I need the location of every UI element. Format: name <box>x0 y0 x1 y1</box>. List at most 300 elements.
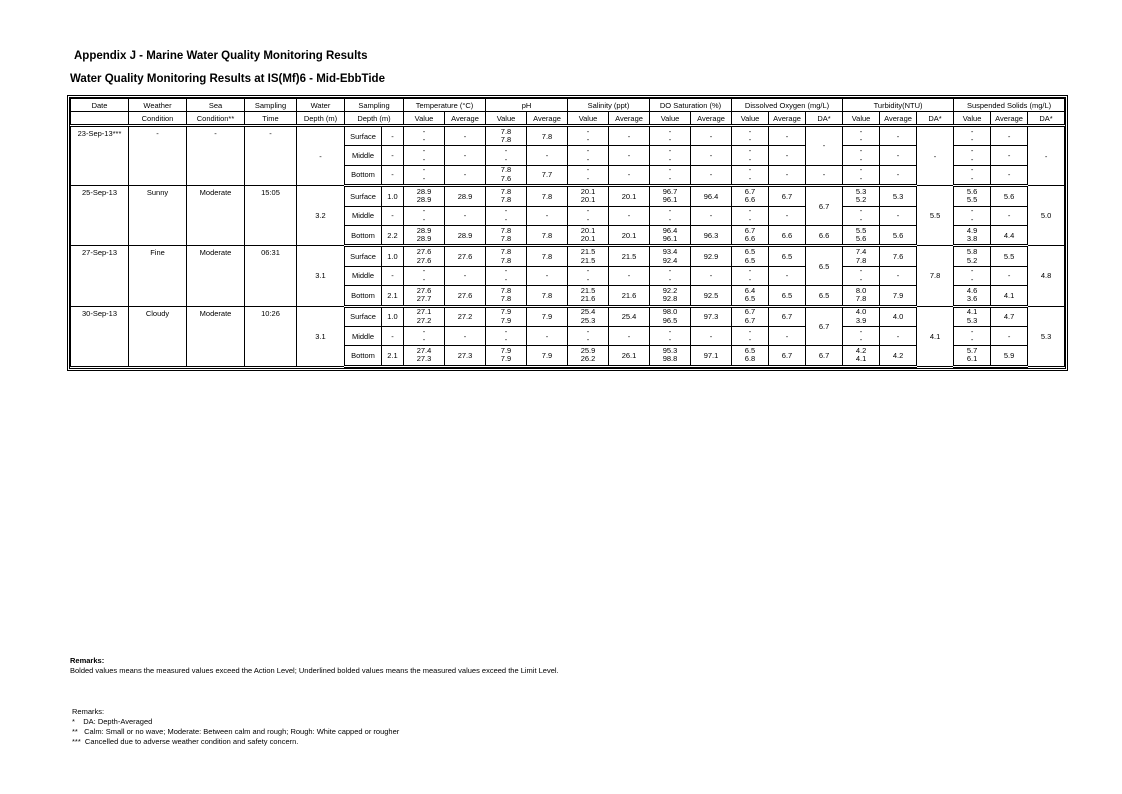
turbidity-value-cell-reading: - <box>859 335 863 345</box>
temperature-value-cell <box>404 146 445 165</box>
temperature-value-cell <box>404 346 445 366</box>
header-water-depth-sub: Depth (m) <box>297 112 345 126</box>
sampling-time-cell: 10:26 <box>245 306 297 366</box>
turbidity-value-cell <box>843 206 880 225</box>
suspended-solids-da-cell: 4.8 <box>1028 246 1065 306</box>
do-saturation-average-cell: - <box>691 146 732 165</box>
dissolved-oxygen-bottom-da-cell: 6.5 <box>806 286 843 306</box>
suspended-solids-value-cell <box>954 165 991 185</box>
dissolved-oxygen-value-cell <box>732 225 769 245</box>
sampling-depth-cell: - <box>382 326 404 345</box>
ph-average-cell: 7.8 <box>527 246 568 266</box>
turbidity-value-cell-reading: - <box>859 274 863 284</box>
temperature-average-cell: - <box>445 126 486 146</box>
header-sampling-time: Sampling <box>245 99 297 112</box>
suspended-solids-value-cell <box>954 186 991 206</box>
ph-value-cell <box>486 225 527 245</box>
ph-value-cell-reading: - <box>504 154 508 164</box>
temperature-value-cell <box>404 286 445 306</box>
do-saturation-value-cell-reading: - <box>668 326 672 336</box>
header-value: Value <box>650 112 691 126</box>
turbidity-value-cell-reading: - <box>859 135 863 145</box>
do-saturation-average-cell: 92.5 <box>691 286 732 306</box>
water-depth-cell: - <box>297 126 345 186</box>
ph-average-cell: 7.7 <box>527 165 568 185</box>
remarks-title: Remarks: <box>70 656 105 665</box>
page-heading: Appendix J - Marine Water Quality Monitoring Results <box>74 50 368 62</box>
suspended-solids-value-cell <box>954 246 991 266</box>
dissolved-oxygen-value-cell-reading: 6.5 <box>744 247 756 257</box>
header-temperature: Temperature (°C) <box>404 99 486 112</box>
turbidity-average-cell: 5.3 <box>880 186 917 206</box>
suspended-solids-value-cell-reading: - <box>970 135 974 145</box>
suspended-solids-average-cell: 4.1 <box>991 286 1028 306</box>
dissolved-oxygen-da-cell: 6.7 <box>806 306 843 346</box>
table-row <box>71 246 1065 266</box>
header-value: Value <box>486 112 527 126</box>
do-saturation-value-cell-reading: - <box>668 154 672 164</box>
ph-value-cell-reading: 7.8 <box>500 165 512 175</box>
salinity-value-cell-reading: - <box>586 335 590 345</box>
sampling-level-cell: Surface <box>345 126 382 146</box>
header-ph: pH <box>486 99 568 112</box>
suspended-solids-value-cell <box>954 225 991 245</box>
do-saturation-value-cell <box>650 225 691 245</box>
sea-condition-cell: - <box>187 126 245 186</box>
header-da: DA* <box>917 112 954 126</box>
suspended-solids-value-cell-reading: - <box>970 173 974 183</box>
turbidity-value-cell-reading: - <box>859 165 863 175</box>
header-value: Value <box>954 112 991 126</box>
header-average: Average <box>769 112 806 126</box>
ph-average-cell: 7.8 <box>527 186 568 206</box>
suspended-solids-value-cell <box>954 346 991 366</box>
suspended-solids-average-cell: - <box>991 126 1028 146</box>
temperature-value-cell-reading: 28.9 <box>416 186 432 196</box>
sampling-depth-cell: - <box>382 126 404 146</box>
suspended-solids-value-cell-reading: - <box>970 274 974 284</box>
results-table-body <box>71 126 1065 367</box>
do-saturation-value-cell-reading: 96.5 <box>662 315 678 325</box>
salinity-value-cell-reading: - <box>586 135 590 145</box>
dissolved-oxygen-average-cell: 6.6 <box>769 225 806 245</box>
ph-value-cell-reading: 7.8 <box>500 255 512 265</box>
ph-value-cell-reading: 7.9 <box>500 307 512 317</box>
do-saturation-average-cell: - <box>691 126 732 146</box>
turbidity-value-cell-reading: 7.4 <box>855 247 867 257</box>
ph-value-cell-reading: - <box>504 326 508 336</box>
temperature-average-cell: - <box>445 266 486 285</box>
dissolved-oxygen-value-cell <box>732 186 769 206</box>
salinity-value-cell <box>568 225 609 245</box>
turbidity-value-cell-reading: - <box>859 326 863 336</box>
temperature-value-cell <box>404 206 445 225</box>
suspended-solids-value-cell <box>954 326 991 345</box>
dissolved-oxygen-bottom-da-cell: 6.7 <box>806 346 843 366</box>
header-da: DA* <box>1028 112 1065 126</box>
temperature-value-cell-reading: 27.6 <box>416 255 432 265</box>
weather-cell: Cloudy <box>129 306 187 366</box>
sampling-level-cell: Middle <box>345 326 382 345</box>
do-saturation-value-cell <box>650 206 691 225</box>
sampling-time-cell: 15:05 <box>245 186 297 246</box>
temperature-average-cell: 27.2 <box>445 306 486 326</box>
header-average: Average <box>527 112 568 126</box>
suspended-solids-value-cell-reading: - <box>970 154 974 164</box>
header-sea-sub: Condition** <box>187 112 245 126</box>
do-saturation-value-cell <box>650 126 691 146</box>
date-cell: 23-Sep-13*** <box>71 126 129 186</box>
ph-value-cell-reading: - <box>504 146 508 156</box>
salinity-average-cell: - <box>609 326 650 345</box>
turbidity-value-cell <box>843 306 880 326</box>
turbidity-value-cell <box>843 286 880 306</box>
dissolved-oxygen-da-cell: - <box>806 126 843 166</box>
ph-value-cell <box>486 246 527 266</box>
sampling-level-cell: Middle <box>345 146 382 165</box>
turbidity-average-cell: - <box>880 126 917 146</box>
turbidity-average-cell: 5.6 <box>880 225 917 245</box>
sampling-level-cell: Middle <box>345 266 382 285</box>
suspended-solids-value-cell <box>954 266 991 285</box>
water-depth-cell: 3.1 <box>297 306 345 366</box>
dissolved-oxygen-value-cell-reading: 6.4 <box>744 285 756 295</box>
do-saturation-value-cell-reading: 96.7 <box>662 186 678 196</box>
salinity-average-cell: 21.6 <box>609 286 650 306</box>
header-da: DA* <box>806 112 843 126</box>
header-water-depth: Water <box>297 99 345 112</box>
date-cell: 25-Sep-13 <box>71 186 129 246</box>
salinity-value-cell-reading: - <box>586 146 590 156</box>
temperature-value-cell-reading: 27.2 <box>416 315 432 325</box>
turbidity-value-cell-reading: 4.1 <box>855 354 867 364</box>
turbidity-value-cell-reading: 5.5 <box>855 225 867 235</box>
salinity-average-cell: - <box>609 126 650 146</box>
dissolved-oxygen-value-cell-reading: 6.7 <box>744 225 756 235</box>
turbidity-value-cell <box>843 346 880 366</box>
dissolved-oxygen-value-cell <box>732 146 769 165</box>
suspended-solids-value-cell-reading: 5.3 <box>966 315 978 325</box>
temperature-value-cell <box>404 186 445 206</box>
do-saturation-value-cell-reading: 98.0 <box>662 307 678 317</box>
do-saturation-value-cell-reading: 96.1 <box>662 195 678 205</box>
suspended-solids-average-cell: - <box>991 206 1028 225</box>
ph-average-cell: - <box>527 146 568 165</box>
dissolved-oxygen-average-cell: - <box>769 326 806 345</box>
ph-value-cell-reading: 7.9 <box>500 345 512 355</box>
header-average: Average <box>991 112 1028 126</box>
salinity-value-cell <box>568 286 609 306</box>
salinity-average-cell: - <box>609 266 650 285</box>
ph-average-cell: 7.8 <box>527 225 568 245</box>
turbidity-value-cell-reading: - <box>859 214 863 224</box>
salinity-value-cell <box>568 206 609 225</box>
header-sea: Sea <box>187 99 245 112</box>
sampling-depth-cell: - <box>382 165 404 185</box>
dissolved-oxygen-average-cell: - <box>769 266 806 285</box>
salinity-value-cell-reading: 20.1 <box>580 186 596 196</box>
turbidity-average-cell: 7.9 <box>880 286 917 306</box>
ph-value-cell-reading: - <box>504 335 508 345</box>
ph-value-cell <box>486 186 527 206</box>
do-saturation-value-cell <box>650 246 691 266</box>
table-row <box>71 306 1065 326</box>
suspended-solids-average-cell: - <box>991 165 1028 185</box>
temperature-value-cell <box>404 326 445 345</box>
dissolved-oxygen-average-cell: - <box>769 126 806 146</box>
salinity-value-cell <box>568 186 609 206</box>
ph-average-cell: 7.9 <box>527 346 568 366</box>
salinity-value-cell-reading: - <box>586 126 590 136</box>
results-table <box>70 98 1065 368</box>
salinity-value-cell-reading: - <box>586 326 590 336</box>
suspended-solids-value-cell-reading: - <box>970 326 974 336</box>
header-salinity: Salinity (ppt) <box>568 99 650 112</box>
sampling-depth-cell: 1.0 <box>382 186 404 206</box>
dissolved-oxygen-da-cell: 6.5 <box>806 246 843 286</box>
do-saturation-value-cell <box>650 286 691 306</box>
water-depth-cell: 3.1 <box>297 246 345 306</box>
do-saturation-value-cell <box>650 326 691 345</box>
date-cell: 27-Sep-13 <box>71 246 129 306</box>
turbidity-value-cell <box>843 146 880 165</box>
turbidity-value-cell <box>843 326 880 345</box>
ph-average-cell: - <box>527 266 568 285</box>
header-date: Date <box>71 99 129 112</box>
sampling-level-cell: Bottom <box>345 165 382 185</box>
do-saturation-value-cell-reading: 93.4 <box>662 247 678 257</box>
dissolved-oxygen-value-cell-reading: - <box>748 173 752 183</box>
suspended-solids-average-cell: 4.7 <box>991 306 1028 326</box>
do-saturation-value-cell-reading: - <box>668 214 672 224</box>
suspended-solids-value-cell-reading: 3.8 <box>966 234 978 244</box>
dissolved-oxygen-da-cell: 6.7 <box>806 186 843 226</box>
do-saturation-value-cell-reading: - <box>668 146 672 156</box>
temperature-value-cell <box>404 165 445 185</box>
sea-condition-cell: Moderate <box>187 246 245 306</box>
suspended-solids-average-cell: 5.9 <box>991 346 1028 366</box>
temperature-value-cell-reading: 27.6 <box>416 285 432 295</box>
ph-average-cell: 7.8 <box>527 126 568 146</box>
dissolved-oxygen-value-cell-reading: - <box>748 335 752 345</box>
ph-value-cell <box>486 346 527 366</box>
table-row <box>71 126 1065 146</box>
sampling-depth-cell: 1.0 <box>382 306 404 326</box>
dissolved-oxygen-value-cell <box>732 306 769 326</box>
sea-condition-cell: Moderate <box>187 186 245 246</box>
dissolved-oxygen-value-cell-reading: 6.6 <box>744 234 756 244</box>
temperature-value-cell-reading: - <box>422 214 426 224</box>
suspended-solids-value-cell <box>954 286 991 306</box>
turbidity-average-cell: 4.2 <box>880 346 917 366</box>
do-saturation-value-cell <box>650 146 691 165</box>
sampling-level-cell: Surface <box>345 246 382 266</box>
dissolved-oxygen-value-cell-reading: - <box>748 214 752 224</box>
suspended-solids-average-cell: - <box>991 146 1028 165</box>
turbidity-value-cell <box>843 266 880 285</box>
turbidity-value-cell-reading: 7.8 <box>855 255 867 265</box>
salinity-value-cell <box>568 126 609 146</box>
weather-cell: Fine <box>129 246 187 306</box>
table-title: Water Quality Monitoring Results at IS(Mf)6 - Mid-EbbTide <box>70 73 385 85</box>
sampling-depth-cell: 2.1 <box>382 286 404 306</box>
suspended-solids-value-cell-reading: 4.1 <box>966 307 978 317</box>
suspended-solids-value-cell-reading: 5.7 <box>966 345 978 355</box>
sampling-level-cell: Bottom <box>345 346 382 366</box>
turbidity-da-cell: - <box>917 126 954 186</box>
turbidity-value-cell-reading: - <box>859 206 863 216</box>
header-sampling-depth-sub: Depth (m) <box>345 112 404 126</box>
salinity-value-cell-reading: - <box>586 154 590 164</box>
ph-value-cell-reading: 7.8 <box>500 247 512 257</box>
salinity-value-cell-reading: - <box>586 266 590 276</box>
suspended-solids-da-cell: - <box>1028 126 1065 186</box>
dissolved-oxygen-bottom-da-cell: 6.6 <box>806 225 843 245</box>
turbidity-da-cell: 7.8 <box>917 246 954 306</box>
sampling-depth-cell: - <box>382 266 404 285</box>
ph-value-cell <box>486 326 527 345</box>
salinity-average-cell: 20.1 <box>609 186 650 206</box>
do-saturation-value-cell-reading: - <box>668 335 672 345</box>
suspended-solids-average-cell: - <box>991 326 1028 345</box>
dissolved-oxygen-value-cell-reading: - <box>748 326 752 336</box>
temperature-value-cell-reading: 27.1 <box>416 307 432 317</box>
turbidity-value-cell-reading: 5.6 <box>855 234 867 244</box>
turbidity-value-cell-reading: 4.0 <box>855 307 867 317</box>
salinity-value-cell-reading: 25.4 <box>580 307 596 317</box>
footnote-item: * DA: Depth-Averaged <box>72 717 153 726</box>
dissolved-oxygen-value-cell <box>732 326 769 345</box>
remarks-text: Bolded values means the measured values exceed the Action Level; Underlined bolded values means the measured values exceed the Limit Level. <box>70 666 559 675</box>
header-value: Value <box>843 112 880 126</box>
temperature-value-cell-reading: - <box>422 154 426 164</box>
salinity-value-cell <box>568 246 609 266</box>
turbidity-average-cell: 7.6 <box>880 246 917 266</box>
weather-cell: Sunny <box>129 186 187 246</box>
turbidity-value-cell <box>843 126 880 146</box>
turbidity-value-cell-reading: - <box>859 146 863 156</box>
dissolved-oxygen-value-cell-reading: 6.7 <box>744 186 756 196</box>
ph-value-cell-reading: 7.8 <box>500 234 512 244</box>
do-saturation-average-cell: - <box>691 206 732 225</box>
table-row <box>71 186 1065 206</box>
turbidity-average-cell: - <box>880 206 917 225</box>
sampling-depth-cell: 2.1 <box>382 346 404 366</box>
ph-value-cell <box>486 286 527 306</box>
sampling-depth-cell: 1.0 <box>382 246 404 266</box>
temperature-value-cell-reading: - <box>422 146 426 156</box>
ph-value-cell-reading: - <box>504 274 508 284</box>
temperature-value-cell <box>404 246 445 266</box>
header-value: Value <box>732 112 769 126</box>
dissolved-oxygen-value-cell-reading: 6.5 <box>744 255 756 265</box>
ph-average-cell: - <box>527 206 568 225</box>
temperature-value-cell-reading: - <box>422 335 426 345</box>
ph-value-cell-reading: 7.8 <box>500 135 512 145</box>
temperature-value-cell-reading: - <box>422 165 426 175</box>
do-saturation-average-cell: - <box>691 326 732 345</box>
suspended-solids-value-cell-reading: - <box>970 266 974 276</box>
ph-value-cell <box>486 306 527 326</box>
do-saturation-value-cell-reading: - <box>668 206 672 216</box>
do-saturation-value-cell-reading: - <box>668 135 672 145</box>
dissolved-oxygen-value-cell <box>732 246 769 266</box>
turbidity-value-cell <box>843 246 880 266</box>
suspended-solids-value-cell-reading: - <box>970 165 974 175</box>
suspended-solids-value-cell-reading: - <box>970 214 974 224</box>
results-table-frame <box>67 95 1068 371</box>
do-saturation-average-cell: 92.9 <box>691 246 732 266</box>
do-saturation-value-cell-reading: 98.8 <box>662 354 678 364</box>
dissolved-oxygen-value-cell-reading: - <box>748 154 752 164</box>
temperature-average-cell: - <box>445 326 486 345</box>
ph-value-cell-reading: 7.8 <box>500 225 512 235</box>
suspended-solids-value-cell <box>954 206 991 225</box>
salinity-average-cell: 21.5 <box>609 246 650 266</box>
do-saturation-value-cell-reading: - <box>668 266 672 276</box>
sampling-depth-cell: - <box>382 146 404 165</box>
turbidity-average-cell: - <box>880 165 917 185</box>
ph-value-cell <box>486 126 527 146</box>
suspended-solids-value-cell <box>954 306 991 326</box>
turbidity-average-cell: 4.0 <box>880 306 917 326</box>
remarks-action-level <box>70 656 559 676</box>
ph-value-cell <box>486 165 527 185</box>
do-saturation-average-cell: 97.1 <box>691 346 732 366</box>
turbidity-value-cell-reading: - <box>859 154 863 164</box>
salinity-value-cell-reading: - <box>586 173 590 183</box>
header-value: Value <box>404 112 445 126</box>
temperature-average-cell: 27.3 <box>445 346 486 366</box>
turbidity-value-cell-reading: - <box>859 266 863 276</box>
footnote-item: *** Cancelled due to adverse weather condition and safety concern. <box>72 737 299 746</box>
salinity-value-cell-reading: - <box>586 165 590 175</box>
ph-value-cell-reading: 7.8 <box>500 195 512 205</box>
salinity-value-cell-reading: 20.1 <box>580 225 596 235</box>
salinity-average-cell: - <box>609 146 650 165</box>
ph-value-cell <box>486 206 527 225</box>
dissolved-oxygen-value-cell-reading: - <box>748 274 752 284</box>
dissolved-oxygen-value-cell-reading: - <box>748 165 752 175</box>
sampling-time-cell: 06:31 <box>245 246 297 306</box>
ph-value-cell-reading: 7.9 <box>500 354 512 364</box>
dissolved-oxygen-average-cell: - <box>769 146 806 165</box>
dissolved-oxygen-value-cell-reading: 6.6 <box>744 195 756 205</box>
sampling-level-cell: Surface <box>345 186 382 206</box>
suspended-solids-value-cell <box>954 146 991 165</box>
salinity-value-cell-reading: 25.9 <box>580 345 596 355</box>
suspended-solids-average-cell: - <box>991 266 1028 285</box>
do-saturation-value-cell-reading: 96.4 <box>662 225 678 235</box>
dissolved-oxygen-value-cell <box>732 346 769 366</box>
salinity-value-cell-reading: - <box>586 274 590 284</box>
turbidity-value-cell-reading: 7.8 <box>855 294 867 304</box>
weather-cell: - <box>129 126 187 186</box>
dissolved-oxygen-value-cell-reading: 6.5 <box>744 294 756 304</box>
suspended-solids-da-cell: 5.3 <box>1028 306 1065 366</box>
ph-average-cell: - <box>527 326 568 345</box>
dissolved-oxygen-average-cell: 6.7 <box>769 306 806 326</box>
ph-value-cell-reading: 7.8 <box>500 126 512 136</box>
turbidity-value-cell-reading: 5.3 <box>855 186 867 196</box>
temperature-value-cell-reading: - <box>422 326 426 336</box>
salinity-value-cell-reading: 21.5 <box>580 247 596 257</box>
temperature-average-cell: 27.6 <box>445 246 486 266</box>
temperature-average-cell: - <box>445 206 486 225</box>
dissolved-oxygen-value-cell-reading: - <box>748 266 752 276</box>
sampling-depth-cell: 2.2 <box>382 225 404 245</box>
dissolved-oxygen-value-cell <box>732 206 769 225</box>
